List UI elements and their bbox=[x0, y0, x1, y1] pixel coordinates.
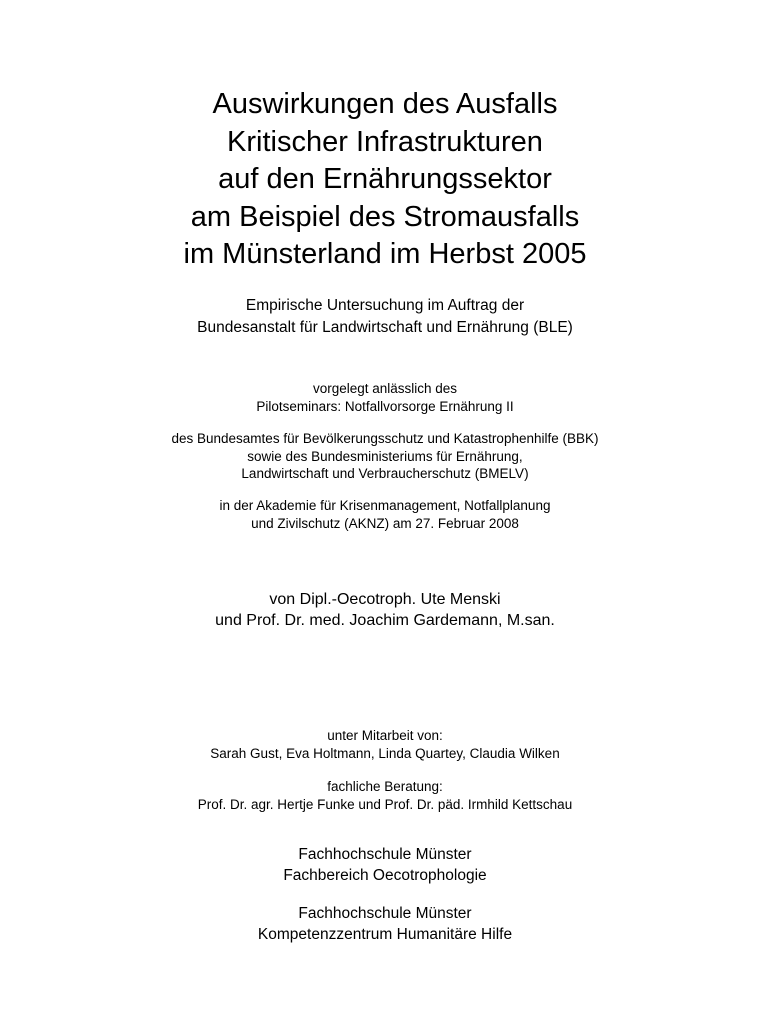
subtitle-line: Empirische Untersuchung im Auftrag der bbox=[245, 297, 525, 314]
subtitle-line: Bundesanstalt für Landwirtschaft und Ernährung (BLE) bbox=[197, 319, 573, 336]
occasion-text bbox=[0, 380, 770, 415]
venue-line: und Zivilschutz (AKNZ) am 27. Februar 2008 bbox=[251, 515, 519, 531]
title-line: im Münsterland im Herbst 2005 bbox=[183, 238, 587, 270]
institution-2 bbox=[0, 903, 770, 945]
collaboration-text bbox=[0, 727, 770, 762]
author-line: von Dipl.-Oecotroph. Ute Menski bbox=[269, 591, 501, 608]
institution-line: Fachhochschule Münster bbox=[298, 846, 472, 863]
advice-line: fachliche Beratung: bbox=[327, 779, 443, 794]
occasion-line: Pilotseminars: Notfallvorsorge Ernährung II bbox=[256, 398, 514, 414]
title-line: auf den Ernährungssektor bbox=[218, 163, 552, 195]
institution-line: Fachhochschule Münster bbox=[298, 905, 472, 922]
collaboration-line: Sarah Gust, Eva Holtmann, Linda Quartey, Claudia Wilken bbox=[210, 745, 560, 761]
occasion-line: vorgelegt anlässlich des bbox=[312, 381, 458, 396]
title-line: Kritischer Infrastrukturen bbox=[227, 125, 543, 158]
hosts-line: des Bundesamtes für Bevölkerungsschutz und Katastrophenhilfe (BBK) bbox=[171, 431, 599, 446]
title-line: am Beispiel des Stromausfalls bbox=[190, 200, 580, 233]
venue-line: in der Akademie für Krisenmanagement, Notfallplanung bbox=[219, 498, 551, 513]
document-subtitle bbox=[0, 295, 770, 339]
institution-1 bbox=[0, 844, 770, 886]
venue-text bbox=[0, 497, 770, 532]
advice-line: Prof. Dr. agr. Hertje Funke und Prof. Dr. päd. Irmhild Kettschau bbox=[197, 796, 573, 812]
hosts-text bbox=[0, 430, 770, 483]
author-line: und Prof. Dr. med. Joachim Gardemann, M.san. bbox=[215, 612, 555, 629]
advice-text bbox=[0, 778, 770, 813]
authors bbox=[0, 589, 770, 631]
institution-line: Kompetenzzentrum Humanitäre Hilfe bbox=[257, 926, 513, 943]
document-title bbox=[0, 86, 770, 274]
collaboration-line: unter Mitarbeit von: bbox=[327, 728, 443, 743]
hosts-line: sowie des Bundesministeriums für Ernährung, bbox=[247, 448, 523, 464]
institution-line: Fachbereich Oecotrophologie bbox=[283, 867, 487, 884]
title-line: Auswirkungen des Ausfalls bbox=[212, 88, 558, 120]
hosts-line: Landwirtschaft und Verbraucherschutz (BMELV) bbox=[241, 466, 529, 481]
